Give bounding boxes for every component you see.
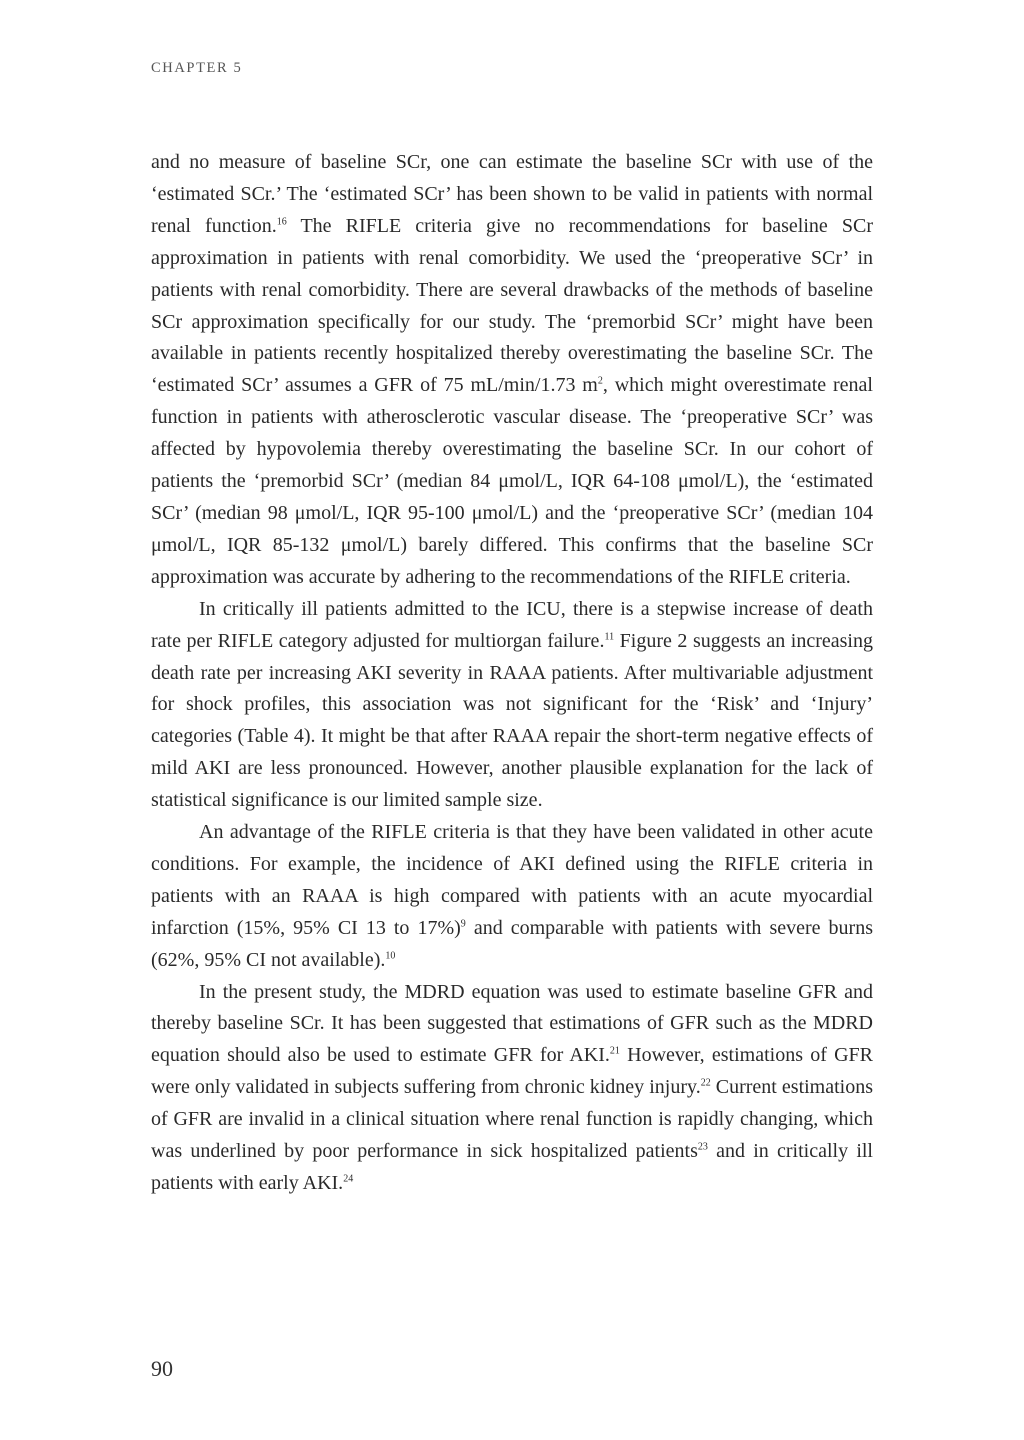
citation-superscript: 9 [460, 918, 466, 930]
citation-superscript: 10 [385, 950, 396, 962]
citation-superscript: 23 [697, 1141, 708, 1153]
page-number: 90 [151, 1356, 173, 1381]
text-run: , which might overestimate renal function in patients with atherosclerotic vascular disease. The ‘preoperative SCr’ was affected by hypovolemia thereby overestimating the baseline SCr. In our cohort of patients the ‘premorbid SCr’ (median 84 μmol/L, IQR 64-108 μmol/L), the ‘estimated SCr’ (median 98 μmol/L, IQR 95-100 μmol/L) and the ‘preoperative SCr’ (median 104 μmol/L, IQR 85-132 μmol/L) barely differed. This confirms that the baseline SCr approximation was accurate by adhering to the recommendations of the RIFLE criteria. [151, 374, 873, 588]
unit-superscript: 2 [597, 375, 603, 387]
text-run: However, estimations of GFR were only validated in subjects suffering from chronic kidney injury. [151, 1044, 873, 1099]
text-run: In critically ill patients admitted to the ICU, there is a stepwise increase of death rate per RIFLE category adjusted for multiorgan failure. [151, 597, 873, 652]
paragraph [151, 147, 873, 594]
paragraph [151, 977, 873, 1200]
citation-superscript: 11 [604, 631, 615, 643]
text-run: The RIFLE criteria give no recommendations for baseline SCr approximation in patients with renal comorbidity. We used the ‘preoperative SCr’ in patients with renal comorbidity. There are several drawbacks of the methods of baseline SCr approximation specifically for our study. The ‘premorbid SCr’ might have been available in patients recently hospitalized thereby overestimating the baseline SCr. The ‘estimated SCr’ assumes a GFR of 75 mL/min/1.73 m [151, 214, 873, 397]
text-run: and no measure of baseline SCr, one can estimate the baseline SCr with use of the ‘estimated SCr.’ The ‘estimated SCr’ has been shown to be valid in patients with normal renal function. [151, 151, 873, 237]
text-run: Figure 2 suggests an increasing death rate per increasing AKI severity in RAAA patients. After multivariable adjustment for shock profiles, this association was not significant for the ‘Risk’ and ‘Injury’ categories (Table 4). It might be that after RAAA repair the short-term negative effects of mild AKI are less pronounced. However, another plausible explanation for the lack of statistical significance is our limited sample size. [151, 629, 873, 812]
citation-superscript: 24 [343, 1173, 354, 1185]
text-run: and comparable with patients with severe burns (62%, 95% CI not available). [151, 916, 874, 971]
citation-superscript: 21 [609, 1045, 620, 1057]
body-text [151, 147, 873, 1200]
text-run: In the present study, the MDRD equation was used to estimate baseline GFR and thereby baseline SCr. It has been suggested that estimations of GFR such as the MDRD equation should also be used to estimate GFR for AKI. [151, 980, 873, 1067]
citation-superscript: 22 [700, 1077, 711, 1089]
paragraph [151, 817, 873, 977]
text-run: and in critically ill patients with early AKI. [151, 1140, 873, 1194]
citation-superscript: 16 [276, 216, 287, 228]
running-head: CHAPTER 5 [151, 60, 243, 76]
text-run: An advantage of the RIFLE criteria is that they have been validated in other acute conditions. For example, the incidence of AKI defined using the RIFLE criteria in patients with an RAAA is high compared with patients with an acute myocardial infarction (15%, 95% CI 13 to 17%) [151, 821, 873, 939]
text-run: Current estimations of GFR are invalid in a clinical situation where renal function is rapidly changing, which was underlined by poor performance in sick hospitalized patients [151, 1076, 874, 1163]
paragraph [151, 594, 873, 817]
